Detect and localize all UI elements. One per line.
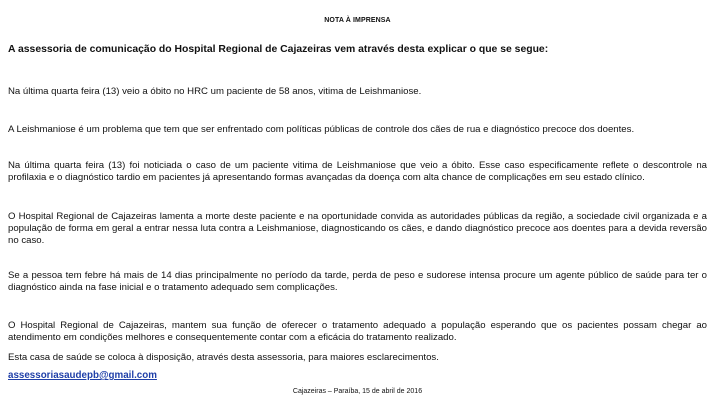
paragraph-death-report: Na última quarta feira (13) veio a óbito no HRC um paciente de 58 anos, vitima de Leishmaniose. <box>8 86 422 97</box>
document-heading: NOTA À IMPRENSA <box>324 17 391 24</box>
paragraph-treatment-commitment: O Hospital Regional de Cajazeiras, mantem sua função de oferecer o tratamento adequado a população esperando que os pacientes possam chegar ao atendimento em condições melhores e consequentemente contar com a eficácia do tratamento realizado. <box>8 320 707 343</box>
contact-email-link[interactable]: assessoriasaudepb@gmail.com <box>8 370 157 381</box>
intro-statement: A assessoria de comunicação do Hospital Regional de Cajazeiras vem através desta explicar o que se segue: <box>8 44 549 55</box>
paragraph-case-details: Na última quarta feira (13) foi noticiada o caso de um paciente vitima de Leishmaniose que veio a óbito. Esse caso especificamente reflete o descontrole na profilaxia e o diagnóstico tardio em pacientes já apresentando formas avançadas da doença com alta chance de complicações em seu estado clínico. <box>8 160 707 183</box>
dateline: Cajazeiras – Paraíba, 15 de abril de 2016 <box>292 388 423 395</box>
paragraph-symptoms-advice: Se a pessoa tem febre há mais de 14 dias principalmente no período da tarde, perda de peso e sudorese intensa procure um agente público de saúde para ter o diagnóstico ainda na fase inicial e o tratamento adequado sem complicações. <box>8 270 707 293</box>
paragraph-availability: Esta casa de saúde se coloca à disposição, através desta assessoria, para maiores esclarecimentos. <box>8 352 439 363</box>
paragraph-hospital-appeal: O Hospital Regional de Cajazeiras lamenta a morte deste paciente e na oportunidade convida as autoridades públicas da região, a sociedade civil organizada e a população de forma em geral a entrar nessa luta contra a Leishmaniose, diagnosticando os cães, e dando diagnóstico precoce aos doentes para a devida reversão no caso. <box>8 211 707 246</box>
paragraph-public-policy: A Leishmaniose é um problema que tem que ser enfrentado com políticas públicas de controle dos cães de rua e diagnóstico precoce dos doentes. <box>8 124 635 135</box>
